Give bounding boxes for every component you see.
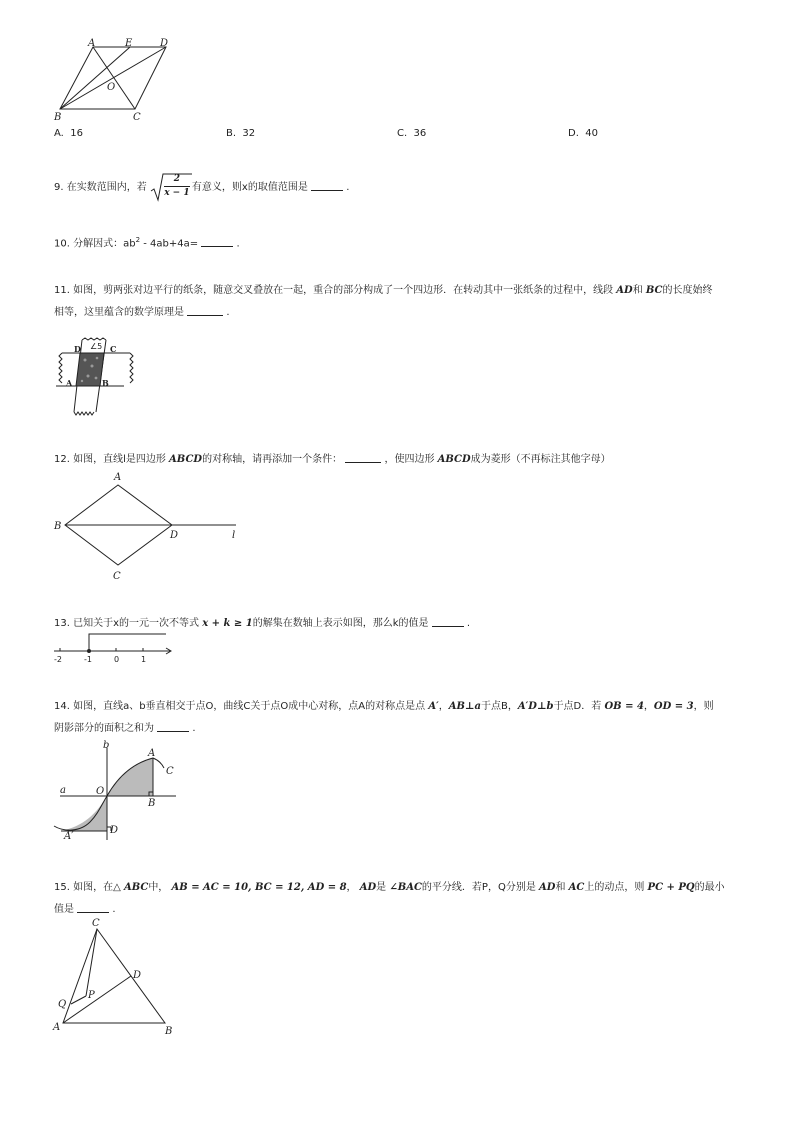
label-A-prime: A′ [64,831,74,842]
sqrt-expression: $\frac{2}{x - 1}$ [150,172,192,202]
answer-blank-11[interactable] [187,305,223,316]
label-B: B [54,112,62,123]
label-Q: Q [58,999,67,1010]
label-C: C [113,571,121,582]
label-C: C [110,344,117,354]
label-A: A [88,38,96,49]
label-E: E [125,38,133,49]
angle-label: ∠5 [90,342,103,351]
question-9: 9. 在实数范围内，若 $\frac{2}{x - 1}$ 有意义，则x的取值范围是 . [54,172,349,203]
label-A: A [148,748,156,759]
answer-blank-15[interactable] [77,902,109,913]
question-13: 13. 已知关于x的一元一次不等式 x + k ≥ 1的解集在数轴上表示如图，那么k的值是 . [54,618,471,629]
label-D: D [160,38,169,49]
option-d[interactable]: D. 40 [568,128,598,139]
question-15-line1: 15. 如图，在△ ABC中， AB = AC = 10, BC = 12, AD = 8， AD是 ∠BAC的平分线．若P，Q分别是 AD和 AC上的动点，则 PC + PQ的最小 [54,882,725,893]
label-D: D [170,530,179,541]
figure-q8-parallelogram [48,36,188,124]
question-14-line2: 阴影部分的面积之和为 . [54,723,196,734]
label-D: D [133,970,142,981]
label-D: D [74,344,81,354]
label-O: O [107,82,116,93]
figure-q12-quadrilateral [50,468,250,586]
label-B: B [54,521,62,532]
figure-q11-paper-strips [52,336,142,418]
tick-label: 1 [141,655,147,664]
label-C: C [166,766,174,777]
option-b[interactable]: B. 32 [226,128,256,139]
label-l: l [232,530,236,541]
answer-blank-10[interactable] [201,236,233,247]
label-C: C [133,112,141,123]
label-P: P [88,990,95,1001]
question-11-line2: 相等，这里蕴含的数学原理是 . [54,307,230,318]
label-a: a [60,785,66,796]
figure-q13-number-line [50,630,180,666]
figure-q15-triangle [50,914,185,1038]
label-D: D [110,825,119,836]
label-B: B [102,378,109,388]
figure-q14-symmetric-curve [50,738,185,846]
label-O: O [96,786,105,797]
answer-blank-14[interactable] [157,721,189,732]
option-c[interactable]: C. 36 [397,128,427,139]
tick-label: 0 [114,655,120,664]
label-C: C [92,918,100,929]
label-B: B [148,798,156,809]
answer-blank-12[interactable] [345,452,381,463]
question-11-line1: 11. 如图，剪两张对边平行的纸条，随意交叉叠放在一起，重合的部分构成了一个四边形．在转动其中一张纸条的过程中，线段 AD和 BC的长度始终 [54,285,713,296]
label-A: A [53,1022,61,1033]
answer-blank-13[interactable] [432,616,464,627]
question-10: 10. 分解因式：$ab^2 - 4ab+4a=$ . [54,236,240,250]
option-a[interactable]: A. 16 [54,128,83,139]
label-b: b [103,740,110,751]
label-A: A [114,472,122,483]
label-B: B [165,1026,173,1037]
label-A: A [66,378,73,388]
answer-blank-9[interactable] [311,180,343,191]
tick-label: -2 [54,655,62,664]
question-15-line2: 值是 . [54,904,116,915]
tick-label: -1 [84,655,92,664]
question-14-line1: 14. 如图，直线a、b垂直相交于点O，曲线C关于点O成中心对称，点A的对称点是点 A′，AB⊥a于点B，A′D⊥b于点D．若 OB = 4，OD = 3，则 [54,701,714,712]
question-12: 12. 如图，直线l是四边形 ABCD的对称轴，请再添加一个条件： ，使四边形 ABCD成为菱形（不再标注其他字母） [54,454,611,465]
